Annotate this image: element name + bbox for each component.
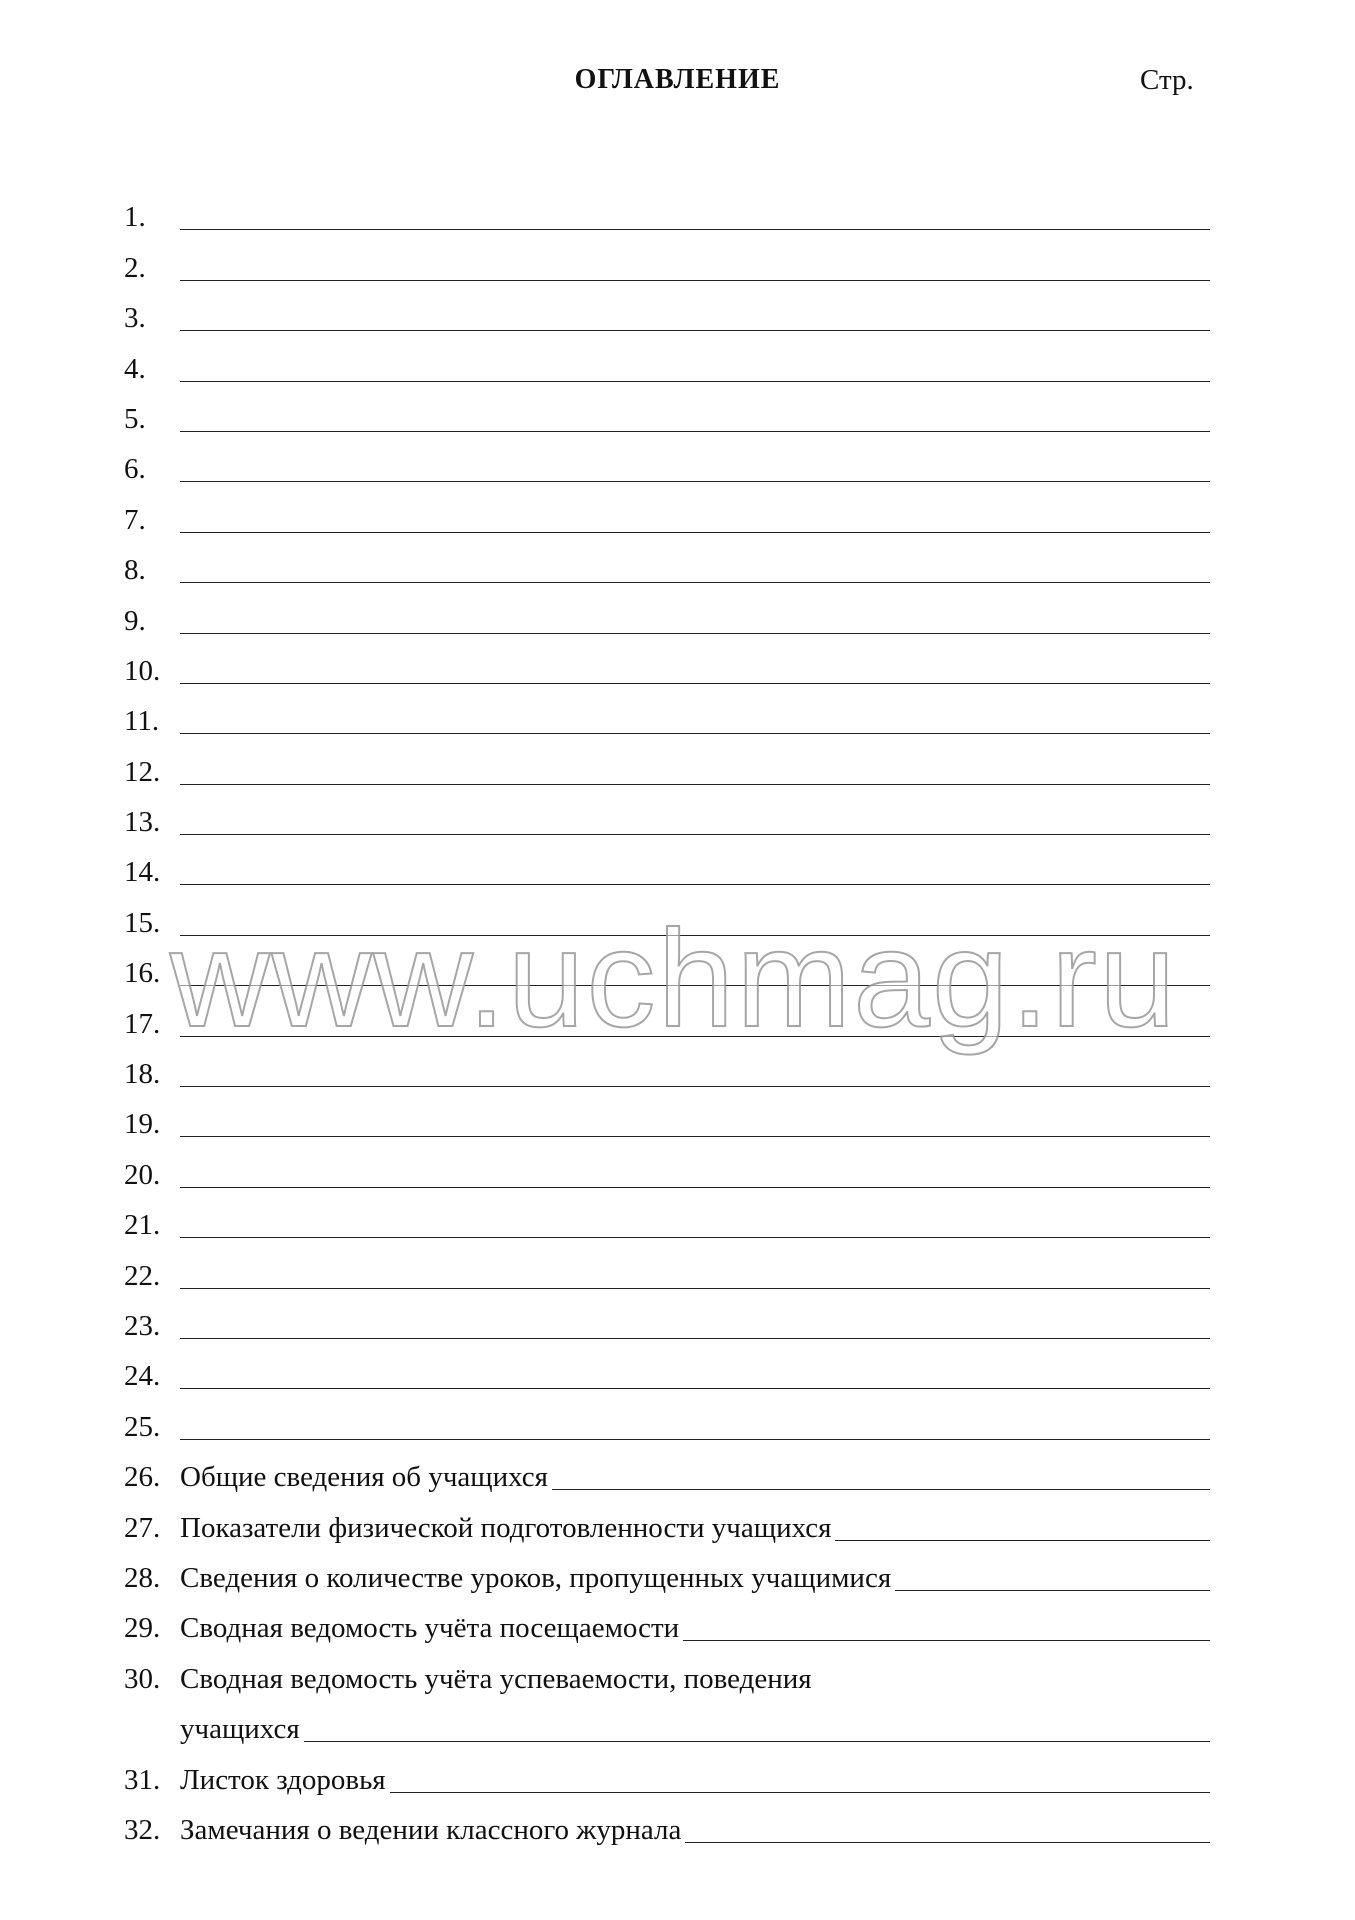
- watermark: www.uchmag.ru: [170, 902, 1178, 1056]
- toc-row: [124, 232, 1210, 282]
- toc-number: 30.: [124, 1662, 161, 1695]
- table-of-contents: [124, 182, 1210, 1845]
- fill-in-line: [180, 1287, 1210, 1289]
- fill-in-line: [390, 1791, 1210, 1793]
- toc-row: [124, 887, 1210, 937]
- toc-row: [124, 535, 1210, 585]
- fill-in-line: [180, 279, 1210, 281]
- toc-row: [124, 434, 1210, 484]
- toc-row: [124, 837, 1210, 887]
- toc-number: 32.: [124, 1813, 161, 1846]
- fill-in-line: [180, 732, 1210, 734]
- fill-in-line: [180, 1035, 1210, 1037]
- fill-in-line: [180, 883, 1210, 885]
- toc-number: 25.: [124, 1410, 161, 1443]
- toc-row: [124, 1694, 1210, 1744]
- toc-number: 24.: [124, 1360, 161, 1393]
- toc-row: [124, 938, 1210, 988]
- toc-title: Листок здоровья: [180, 1763, 386, 1796]
- fill-in-line: [685, 1841, 1210, 1843]
- toc-row: [124, 1442, 1210, 1492]
- toc-row: [124, 1341, 1210, 1391]
- toc-row: [124, 585, 1210, 635]
- toc-number: 4.: [124, 352, 146, 385]
- toc-title: Сведения о количестве уроков, пропущенных учащимися: [180, 1561, 892, 1594]
- toc-row: [124, 1240, 1210, 1290]
- toc-number: 11.: [124, 705, 160, 738]
- toc-number: 28.: [124, 1561, 161, 1594]
- toc-number: 27.: [124, 1511, 161, 1544]
- fill-in-line: [180, 581, 1210, 583]
- toc-row: [124, 384, 1210, 434]
- fill-in-line: [180, 480, 1210, 482]
- fill-in-line: [180, 1135, 1210, 1137]
- fill-in-line: [180, 783, 1210, 785]
- toc-number: 22.: [124, 1259, 161, 1292]
- toc-row: [124, 1795, 1210, 1845]
- toc-title: Замечания о ведении классного журнала: [180, 1813, 682, 1846]
- toc-number: 18.: [124, 1058, 161, 1091]
- toc-row: [124, 988, 1210, 1038]
- toc-row: [124, 1643, 1210, 1693]
- toc-row: [124, 333, 1210, 383]
- fill-in-line: [180, 329, 1210, 331]
- toc-row: [124, 1543, 1210, 1593]
- fill-in-line: [683, 1639, 1210, 1641]
- toc-number: 20.: [124, 1158, 161, 1191]
- toc-number: 6.: [124, 453, 146, 486]
- toc-row: [124, 1039, 1210, 1089]
- toc-title: учащихся: [180, 1713, 300, 1746]
- toc-number: 7.: [124, 503, 146, 536]
- fill-in-line: [180, 430, 1210, 432]
- toc-row: [124, 1291, 1210, 1341]
- toc-row: [124, 636, 1210, 686]
- fill-in-line: [180, 531, 1210, 533]
- fill-in-line: [895, 1589, 1210, 1591]
- fill-in-line: [180, 1236, 1210, 1238]
- toc-title: Сводная ведомость учёта успеваемости, поведения: [180, 1662, 812, 1695]
- fill-in-line: [180, 934, 1210, 936]
- toc-row: [124, 1139, 1210, 1189]
- fill-in-line: [180, 632, 1210, 634]
- toc-number: 15.: [124, 906, 161, 939]
- toc-row: [124, 787, 1210, 837]
- toc-number: 1.: [124, 201, 146, 234]
- toc-number: 13.: [124, 806, 161, 839]
- toc-row: [124, 283, 1210, 333]
- fill-in-line: [180, 380, 1210, 382]
- fill-in-line: [180, 682, 1210, 684]
- toc-number: 10.: [124, 654, 161, 687]
- fill-in-line: [304, 1740, 1210, 1742]
- toc-number: 9.: [124, 604, 146, 637]
- toc-number: 8.: [124, 554, 146, 587]
- toc-number: 26.: [124, 1461, 161, 1494]
- page-column-label: Стр.: [1140, 64, 1194, 96]
- fill-in-line: [180, 984, 1210, 986]
- toc-title: Сводная ведомость учёта посещаемости: [180, 1612, 680, 1645]
- toc-number: 14.: [124, 856, 161, 889]
- toc-row: [124, 1089, 1210, 1139]
- fill-in-line: [552, 1488, 1210, 1490]
- toc-row: [124, 1190, 1210, 1240]
- toc-title: Показатели физической подготовленности учащихся: [180, 1511, 832, 1544]
- toc-number: 5.: [124, 402, 146, 435]
- toc-row: [124, 686, 1210, 736]
- fill-in-line: [180, 1337, 1210, 1339]
- toc-number: 19.: [124, 1108, 161, 1141]
- toc-number: 17.: [124, 1007, 161, 1040]
- toc-number: 21.: [124, 1209, 161, 1242]
- toc-row: [124, 484, 1210, 534]
- toc-number: 31.: [124, 1763, 161, 1796]
- toc-row: [124, 1391, 1210, 1441]
- toc-row: [124, 1593, 1210, 1643]
- toc-row: [124, 1744, 1210, 1794]
- fill-in-line: [180, 228, 1210, 230]
- toc-row: [124, 1492, 1210, 1542]
- toc-number: 29.: [124, 1612, 161, 1645]
- toc-number: 16.: [124, 957, 161, 990]
- toc-row: [124, 736, 1210, 786]
- fill-in-line: [180, 1186, 1210, 1188]
- toc-number: 12.: [124, 755, 161, 788]
- toc-title: Общие сведения об учащихся: [180, 1461, 548, 1494]
- page-title: ОГЛАВЛЕНИЕ: [574, 64, 781, 95]
- toc-number: 3.: [124, 302, 146, 335]
- toc-number: 2.: [124, 251, 146, 284]
- toc-number: 23.: [124, 1309, 161, 1342]
- fill-in-line: [180, 1438, 1210, 1440]
- fill-in-line: [835, 1539, 1210, 1541]
- fill-in-line: [180, 1085, 1210, 1087]
- fill-in-line: [180, 833, 1210, 835]
- toc-row: [124, 182, 1210, 232]
- fill-in-line: [180, 1387, 1210, 1389]
